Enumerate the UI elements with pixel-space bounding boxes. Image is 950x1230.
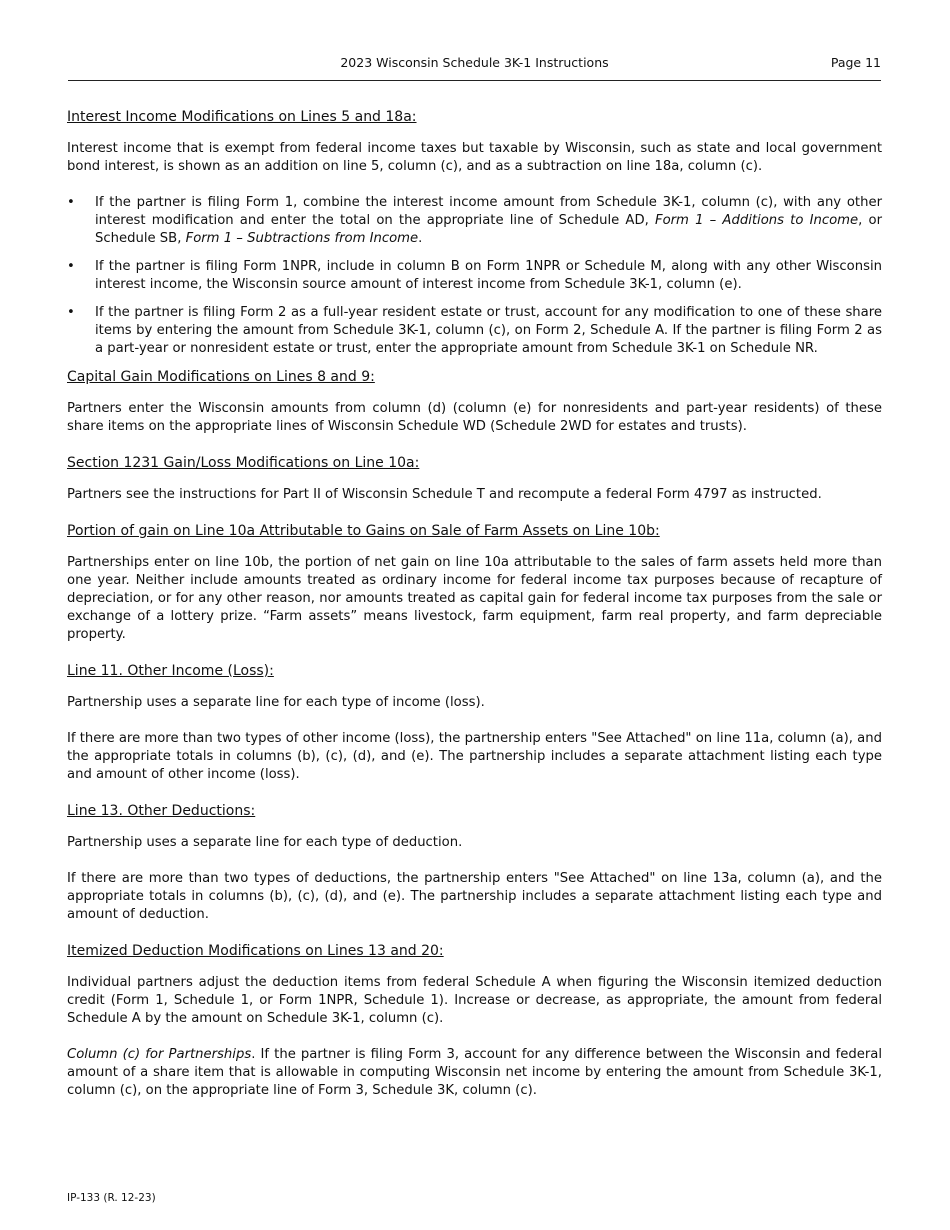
- paragraph: Interest income that is exempt from federal income taxes but taxable by Wisconsin, such as state and local government bond interest, is shown as an addition on line 5, column (c), and as a subtraction on line 18a, column (c).: [67, 141, 882, 174]
- paragraph: Partnership uses a separate line for each type of deduction.: [67, 835, 463, 850]
- bullet-list: [67, 194, 882, 358]
- paragraph: Individual partners adjust the deduction items from federal Schedule A when figuring the Wisconsin itemized deduction credit (Form 1, Schedule 1, or Form 1NPR, Schedule 1). Increase or decrease, as appropriate, the amount from federal Schedule A by the amount on Schedule 3K-1, column (c).: [67, 975, 882, 1026]
- paragraph-text: . If the partner is filing Form 3, account for any difference between the Wisconsin and federal amount of a share item that is allowable in computing Wisconsin net income by entering the amount from Schedule 3K-1, column (c), on the appropriate line of Form 3, Schedule 3K, column (c).: [67, 1047, 882, 1098]
- form-title-ref: Form 1 – Additions to Income: [654, 213, 859, 228]
- section-heading-interest: Interest Income Modifications on Lines 5 and 18a:: [67, 109, 417, 125]
- form-id-footer: IP-133 (R. 12-23): [67, 1192, 156, 1204]
- paragraph: Partners enter the Wisconsin amounts from column (d) (column (e) for nonresidents and part-year residents) of these share items on the appropriate lines of Wisconsin Schedule WD (Schedule 2WD for estates and trusts).: [67, 401, 882, 434]
- list-item: [67, 304, 882, 358]
- column-c-label: Column (c) for Partnerships: [67, 1047, 252, 1062]
- list-item-text: .: [418, 231, 423, 246]
- section-heading-itemized: Itemized Deduction Modifications on Lines 13 and 20:: [67, 943, 444, 959]
- section-heading-line-13: Line 13. Other Deductions:: [67, 803, 256, 819]
- section-heading-line-11: Line 11. Other Income (Loss):: [67, 663, 274, 679]
- bullet-icon: •: [67, 259, 75, 274]
- list-item-text: , or Schedule SB,: [95, 213, 882, 246]
- list-item-text: If the partner is filing Form 1, combine the interest income amount from Schedule 3K-1, column (c), with any other interest modification and enter the total on the appropriate line of Schedule AD,: [95, 195, 882, 228]
- paragraph: Partnerships enter on line 10b, the portion of net gain on line 10a attributable to the sales of farm assets held more than one year. Neither include amounts treated as ordinary income for federal income tax purposes because of recapture of depreciation, or for any other reason, nor amounts treated as capital gain for federal income tax purposes from the sale or exchange of a lottery prize. “Farm assets” means livestock, farm equipment, farm real property, and farm depreciable property.: [67, 555, 882, 642]
- document-body: [67, 108, 882, 1118]
- paragraph: Partnership uses a separate line for each type of income (loss).: [67, 695, 485, 710]
- section-heading-capital-gain: Capital Gain Modifications on Lines 8 and 9:: [67, 369, 375, 385]
- list-item: [67, 194, 882, 248]
- paragraph: [67, 1046, 882, 1100]
- bullet-icon: •: [67, 195, 75, 210]
- document-title: 2023 Wisconsin Schedule 3K-1 Instructions: [340, 55, 609, 70]
- paragraph: If there are more than two types of other income (loss), the partnership enters "See Attached" on line 11a, column (a), and the appropriate totals in columns (b), (c), (d), and (e). The partnership includes a separate attachment listing each type and amount of other income (loss).: [67, 731, 882, 782]
- list-item: [67, 258, 882, 294]
- bullet-icon: •: [67, 305, 75, 320]
- section-heading-section-1231: Section 1231 Gain/Loss Modifications on Line 10a:: [67, 455, 420, 471]
- form-title-ref: Form 1 – Subtractions from Income: [185, 231, 419, 246]
- page-number: Page 11: [830, 55, 881, 70]
- list-item-text: If the partner is filing Form 2 as a full-year resident estate or trust, account for any modification to one of these share items by entering the amount from Schedule 3K-1, column (c), on Form 2, Schedule A. If the partner is filing Form 2 as a part-year or nonresident estate or trust, enter the appropriate amount from Schedule 3K-1 on Schedule NR.: [95, 305, 882, 356]
- list-item-text: If the partner is filing Form 1NPR, include in column B on Form 1NPR or Schedule M, along with any other Wisconsin interest income, the Wisconsin source amount of interest income from Schedule 3K-1, column (e).: [95, 259, 882, 292]
- paragraph: Partners see the instructions for Part II of Wisconsin Schedule T and recompute a federal Form 4797 as instructed.: [67, 487, 822, 502]
- section-heading-farm-assets: Portion of gain on Line 10a Attributable to Gains on Sale of Farm Assets on Line 10b:: [67, 523, 660, 539]
- paragraph: If there are more than two types of deductions, the partnership enters "See Attached" on line 13a, column (a), and the appropriate totals in columns (b), (c), (d), and (e). The partnership includes a separate attachment listing each type and amount of deduction.: [67, 871, 882, 922]
- page-header: [68, 54, 881, 81]
